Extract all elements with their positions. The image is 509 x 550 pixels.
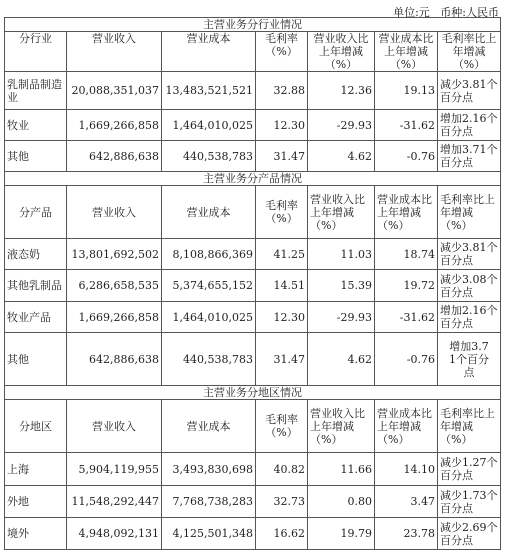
revenue-change-cell: 12.36 bbox=[308, 72, 375, 110]
col-header-segment: 分产品 bbox=[5, 186, 67, 239]
row-label: 液态奶 bbox=[5, 239, 67, 270]
revenue-cell: 11,548,292,447 bbox=[67, 486, 162, 518]
margin-change-cell: 增加2.16个百分点 bbox=[438, 302, 501, 333]
row-label: 牧业 bbox=[5, 110, 67, 141]
margin-change-cell: 减少2.69个百分点 bbox=[438, 518, 501, 550]
header-row bbox=[5, 400, 501, 453]
cost-change-cell: -0.76 bbox=[375, 333, 438, 386]
gross-margin-cell: 14.51 bbox=[256, 270, 308, 302]
revenue-cell: 642,886,638 bbox=[67, 141, 162, 172]
col-header-margin-change: 毛利率比上年增减（%） bbox=[438, 32, 501, 72]
section-title-industry: 主营业务分行业情况 bbox=[5, 18, 501, 32]
cost-cell: 5,374,655,152 bbox=[162, 270, 256, 302]
cost-cell: 7,768,738,283 bbox=[162, 486, 256, 518]
margin-change-cell: 减少3.08个百分点 bbox=[438, 270, 501, 302]
cost-cell: 13,483,521,521 bbox=[162, 72, 256, 110]
gross-margin-cell: 12.30 bbox=[256, 110, 308, 141]
col-header-margin-change: 毛利率比上年增减（%） bbox=[438, 400, 501, 453]
main-business-table bbox=[4, 17, 501, 550]
revenue-cell: 20,088,351,037 bbox=[67, 72, 162, 110]
table-row bbox=[5, 486, 501, 518]
cost-change-cell: -0.76 bbox=[375, 141, 438, 172]
revenue-change-cell: -29.93 bbox=[308, 110, 375, 141]
cost-change-cell: -31.62 bbox=[375, 110, 438, 141]
col-header-cost: 营业成本 bbox=[162, 32, 256, 72]
margin-change-cell: 减少3.81个百分点 bbox=[438, 239, 501, 270]
cost-cell: 4,125,501,348 bbox=[162, 518, 256, 550]
row-label: 其他 bbox=[5, 333, 67, 386]
section-title-region: 主营业务分地区情况 bbox=[5, 386, 501, 400]
margin-change-cell: 增加3.71个百分点 bbox=[438, 333, 501, 386]
gross-margin-cell: 41.25 bbox=[256, 239, 308, 270]
margin-change-cell: 增加3.71个百分点 bbox=[438, 141, 501, 172]
col-header-revenue-change: 营业收入比上年增减（%） bbox=[308, 32, 375, 72]
revenue-change-cell: 19.79 bbox=[308, 518, 375, 550]
header-row bbox=[5, 186, 501, 239]
cost-cell: 3,493,830,698 bbox=[162, 453, 256, 486]
table-row bbox=[5, 302, 501, 333]
col-header-segment: 分地区 bbox=[5, 400, 67, 453]
col-header-gross-margin: 毛利率（%） bbox=[256, 186, 308, 239]
cost-change-cell: -31.62 bbox=[375, 302, 438, 333]
col-header-gross-margin: 毛利率（%） bbox=[256, 32, 308, 72]
col-header-cost-change: 营业成本比上年增减（%） bbox=[375, 32, 438, 72]
col-header-cost-change: 营业成本比上年增减（%） bbox=[375, 400, 438, 453]
col-header-cost: 营业成本 bbox=[162, 186, 256, 239]
revenue-cell: 4,948,092,131 bbox=[67, 518, 162, 550]
col-header-cost: 营业成本 bbox=[162, 400, 256, 453]
section-title-row bbox=[5, 386, 501, 400]
table-row bbox=[5, 453, 501, 486]
margin-change-cell: 减少1.73个百分点 bbox=[438, 486, 501, 518]
table-row bbox=[5, 141, 501, 172]
table-row bbox=[5, 270, 501, 302]
revenue-cell: 642,886,638 bbox=[67, 333, 162, 386]
margin-change-cell: 增加2.16个百分点 bbox=[438, 110, 501, 141]
col-header-revenue-change: 营业收入比上年增减（%） bbox=[308, 400, 375, 453]
gross-margin-cell: 32.73 bbox=[256, 486, 308, 518]
table-row bbox=[5, 239, 501, 270]
col-header-margin-change: 毛利率比上年增减（%） bbox=[438, 186, 501, 239]
table-row bbox=[5, 110, 501, 141]
revenue-change-cell: 11.03 bbox=[308, 239, 375, 270]
cost-cell: 440,538,783 bbox=[162, 333, 256, 386]
section-title-row bbox=[5, 18, 501, 32]
gross-margin-cell: 40.82 bbox=[256, 453, 308, 486]
cost-cell: 440,538,783 bbox=[162, 141, 256, 172]
col-header-cost-change: 营业成本比上年增减（%） bbox=[375, 186, 438, 239]
row-label: 境外 bbox=[5, 518, 67, 550]
cost-cell: 1,464,010,025 bbox=[162, 110, 256, 141]
row-label: 其他 bbox=[5, 141, 67, 172]
revenue-cell: 6,286,658,535 bbox=[67, 270, 162, 302]
row-label: 上海 bbox=[5, 453, 67, 486]
cost-change-cell: 14.10 bbox=[375, 453, 438, 486]
col-header-segment: 分行业 bbox=[5, 32, 67, 72]
table-row bbox=[5, 518, 501, 550]
revenue-change-cell: 4.62 bbox=[308, 141, 375, 172]
cost-change-cell: 19.13 bbox=[375, 72, 438, 110]
col-header-revenue-change: 营业收入比上年增减（%） bbox=[308, 186, 375, 239]
gross-margin-cell: 31.47 bbox=[256, 141, 308, 172]
table-row bbox=[5, 333, 501, 386]
row-label: 牧业产品 bbox=[5, 302, 67, 333]
revenue-change-cell: 4.62 bbox=[308, 333, 375, 386]
gross-margin-cell: 12.30 bbox=[256, 302, 308, 333]
table-row bbox=[5, 72, 501, 110]
cost-cell: 8,108,866,369 bbox=[162, 239, 256, 270]
col-header-gross-margin: 毛利率（%） bbox=[256, 400, 308, 453]
margin-change-cell: 减少3.81个百分点 bbox=[438, 72, 501, 110]
col-header-revenue: 营业收入 bbox=[67, 32, 162, 72]
revenue-change-cell: 11.66 bbox=[308, 453, 375, 486]
gross-margin-cell: 31.47 bbox=[256, 333, 308, 386]
gross-margin-cell: 32.88 bbox=[256, 72, 308, 110]
cost-change-cell: 3.47 bbox=[375, 486, 438, 518]
revenue-cell: 1,669,266,858 bbox=[67, 302, 162, 333]
revenue-change-cell: 0.80 bbox=[308, 486, 375, 518]
revenue-cell: 13,801,692,502 bbox=[67, 239, 162, 270]
revenue-cell: 5,904,119,955 bbox=[67, 453, 162, 486]
unit-currency-note: 单位:元 币种:人民币 bbox=[393, 6, 499, 19]
revenue-change-cell: -29.93 bbox=[308, 302, 375, 333]
revenue-change-cell: 15.39 bbox=[308, 270, 375, 302]
row-label: 外地 bbox=[5, 486, 67, 518]
cost-change-cell: 23.78 bbox=[375, 518, 438, 550]
revenue-cell: 1,669,266,858 bbox=[67, 110, 162, 141]
row-label: 其他乳制品 bbox=[5, 270, 67, 302]
col-header-revenue: 营业收入 bbox=[67, 186, 162, 239]
section-title-row bbox=[5, 172, 501, 186]
col-header-revenue: 营业收入 bbox=[67, 400, 162, 453]
cost-change-cell: 19.72 bbox=[375, 270, 438, 302]
cost-cell: 1,464,010,025 bbox=[162, 302, 256, 333]
cost-change-cell: 18.74 bbox=[375, 239, 438, 270]
row-label: 乳制品制造业 bbox=[5, 72, 67, 110]
section-title-product: 主营业务分产品情况 bbox=[5, 172, 501, 186]
gross-margin-cell: 16.62 bbox=[256, 518, 308, 550]
margin-change-cell: 减少1.27个百分点 bbox=[438, 453, 501, 486]
